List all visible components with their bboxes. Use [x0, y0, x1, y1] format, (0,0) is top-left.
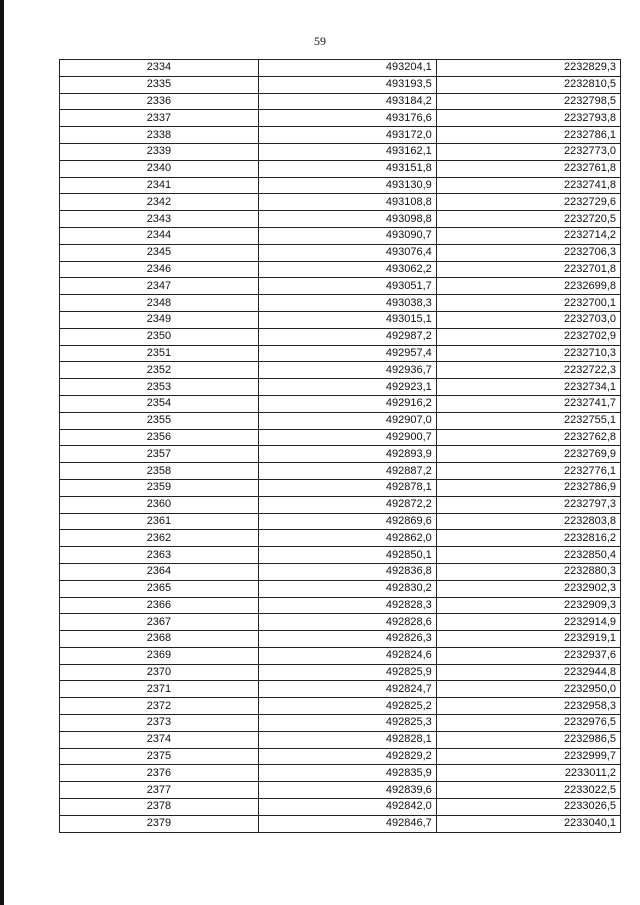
table-row [60, 76, 621, 93]
table-row [60, 362, 621, 379]
point-number-cell: 2363 [60, 547, 259, 564]
point-number-cell: 2351 [60, 345, 259, 362]
point-number-cell: 2340 [60, 160, 259, 177]
table-row [60, 379, 621, 396]
table-row [60, 412, 621, 429]
point-number-cell: 2334 [60, 60, 259, 77]
x-coordinate-cell: 493204,1 [258, 60, 436, 77]
table-row [60, 597, 621, 614]
table-row [60, 261, 621, 278]
x-coordinate-cell: 493172,0 [258, 127, 436, 144]
x-coordinate-cell: 492835,9 [258, 765, 436, 782]
y-coordinate-cell: 2232741,7 [436, 395, 620, 412]
point-number-cell: 2342 [60, 194, 259, 211]
x-coordinate-cell: 492916,2 [258, 395, 436, 412]
y-coordinate-cell: 2232773,0 [436, 143, 620, 160]
table-row [60, 614, 621, 631]
point-number-cell: 2336 [60, 93, 259, 110]
table-row [60, 93, 621, 110]
x-coordinate-cell: 493108,8 [258, 194, 436, 211]
y-coordinate-cell: 2233011,2 [436, 765, 620, 782]
y-coordinate-cell: 2232958,3 [436, 698, 620, 715]
x-coordinate-cell: 492936,7 [258, 362, 436, 379]
point-number-cell: 2361 [60, 513, 259, 530]
y-coordinate-cell: 2233022,5 [436, 782, 620, 799]
table-row [60, 295, 621, 312]
x-coordinate-cell: 493151,8 [258, 160, 436, 177]
y-coordinate-cell: 2232703,0 [436, 311, 620, 328]
x-coordinate-cell: 492824,7 [258, 681, 436, 698]
y-coordinate-cell: 2232700,1 [436, 295, 620, 312]
table-row [60, 143, 621, 160]
x-coordinate-cell: 492825,9 [258, 664, 436, 681]
y-coordinate-cell: 2232797,3 [436, 496, 620, 513]
table-row [60, 127, 621, 144]
y-coordinate-cell: 2232706,3 [436, 244, 620, 261]
point-number-cell: 2352 [60, 362, 259, 379]
y-coordinate-cell: 2232793,8 [436, 110, 620, 127]
y-coordinate-cell: 2232909,3 [436, 597, 620, 614]
point-number-cell: 2371 [60, 681, 259, 698]
x-coordinate-cell: 492825,2 [258, 698, 436, 715]
x-coordinate-cell: 492836,8 [258, 563, 436, 580]
table-row [60, 227, 621, 244]
table-row [60, 496, 621, 513]
y-coordinate-cell: 2232762,8 [436, 429, 620, 446]
coordinates-table [59, 59, 621, 833]
table-row [60, 278, 621, 295]
x-coordinate-cell: 492828,3 [258, 597, 436, 614]
point-number-cell: 2345 [60, 244, 259, 261]
table-row [60, 664, 621, 681]
x-coordinate-cell: 492828,1 [258, 731, 436, 748]
table-row [60, 731, 621, 748]
x-coordinate-cell: 493162,1 [258, 143, 436, 160]
table-row [60, 446, 621, 463]
x-coordinate-cell: 492957,4 [258, 345, 436, 362]
x-coordinate-cell: 492839,6 [258, 782, 436, 799]
x-coordinate-cell: 492878,1 [258, 479, 436, 496]
table-row [60, 681, 621, 698]
point-number-cell: 2338 [60, 127, 259, 144]
x-coordinate-cell: 492893,9 [258, 446, 436, 463]
table-row [60, 160, 621, 177]
x-coordinate-cell: 492907,0 [258, 412, 436, 429]
x-coordinate-cell: 493076,4 [258, 244, 436, 261]
y-coordinate-cell: 2232702,9 [436, 328, 620, 345]
point-number-cell: 2374 [60, 731, 259, 748]
point-number-cell: 2362 [60, 530, 259, 547]
table-row [60, 110, 621, 127]
point-number-cell: 2346 [60, 261, 259, 278]
point-number-cell: 2343 [60, 211, 259, 228]
point-number-cell: 2370 [60, 664, 259, 681]
y-coordinate-cell: 2232810,5 [436, 76, 620, 93]
table-row [60, 211, 621, 228]
table-row [60, 580, 621, 597]
x-coordinate-cell: 492830,2 [258, 580, 436, 597]
point-number-cell: 2369 [60, 647, 259, 664]
x-coordinate-cell: 493051,7 [258, 278, 436, 295]
table-row [60, 429, 621, 446]
y-coordinate-cell: 2232699,8 [436, 278, 620, 295]
y-coordinate-cell: 2232786,1 [436, 127, 620, 144]
x-coordinate-cell: 492900,7 [258, 429, 436, 446]
table-row [60, 479, 621, 496]
x-coordinate-cell: 492825,3 [258, 715, 436, 732]
x-coordinate-cell: 492869,6 [258, 513, 436, 530]
x-coordinate-cell: 492828,6 [258, 614, 436, 631]
point-number-cell: 2347 [60, 278, 259, 295]
y-coordinate-cell: 2232950,0 [436, 681, 620, 698]
y-coordinate-cell: 2232850,4 [436, 547, 620, 564]
x-coordinate-cell: 493015,1 [258, 311, 436, 328]
point-number-cell: 2379 [60, 815, 259, 832]
point-number-cell: 2356 [60, 429, 259, 446]
point-number-cell: 2348 [60, 295, 259, 312]
y-coordinate-cell: 2232999,7 [436, 748, 620, 765]
point-number-cell: 2349 [60, 311, 259, 328]
y-coordinate-cell: 2232722,3 [436, 362, 620, 379]
point-number-cell: 2360 [60, 496, 259, 513]
table-row [60, 311, 621, 328]
y-coordinate-cell: 2232919,1 [436, 631, 620, 648]
x-coordinate-cell: 493193,5 [258, 76, 436, 93]
point-number-cell: 2366 [60, 597, 259, 614]
x-coordinate-cell: 493090,7 [258, 227, 436, 244]
x-coordinate-cell: 492923,1 [258, 379, 436, 396]
table-row [60, 647, 621, 664]
table-row [60, 328, 621, 345]
x-coordinate-cell: 492887,2 [258, 463, 436, 480]
table-row [60, 563, 621, 580]
table-row [60, 547, 621, 564]
table-row [60, 395, 621, 412]
page-left-edge [0, 0, 4, 905]
table-row [60, 194, 621, 211]
x-coordinate-cell: 492846,7 [258, 815, 436, 832]
y-coordinate-cell: 2232714,2 [436, 227, 620, 244]
point-number-cell: 2378 [60, 799, 259, 816]
table-row [60, 698, 621, 715]
point-number-cell: 2376 [60, 765, 259, 782]
point-number-cell: 2339 [60, 143, 259, 160]
y-coordinate-cell: 2232816,2 [436, 530, 620, 547]
y-coordinate-cell: 2232786,9 [436, 479, 620, 496]
y-coordinate-cell: 2232769,9 [436, 446, 620, 463]
x-coordinate-cell: 493038,3 [258, 295, 436, 312]
x-coordinate-cell: 493130,9 [258, 177, 436, 194]
table-row [60, 782, 621, 799]
point-number-cell: 2365 [60, 580, 259, 597]
y-coordinate-cell: 2232944,8 [436, 664, 620, 681]
x-coordinate-cell: 492862,0 [258, 530, 436, 547]
page-number: 59 [314, 34, 326, 48]
point-number-cell: 2350 [60, 328, 259, 345]
x-coordinate-cell: 493098,8 [258, 211, 436, 228]
table-row [60, 631, 621, 648]
point-number-cell: 2358 [60, 463, 259, 480]
x-coordinate-cell: 492987,2 [258, 328, 436, 345]
point-number-cell: 2373 [60, 715, 259, 732]
y-coordinate-cell: 2232761,8 [436, 160, 620, 177]
table-row [60, 715, 621, 732]
table-row [60, 765, 621, 782]
point-number-cell: 2335 [60, 76, 259, 93]
y-coordinate-cell: 2233026,5 [436, 799, 620, 816]
x-coordinate-cell: 492872,2 [258, 496, 436, 513]
point-number-cell: 2375 [60, 748, 259, 765]
y-coordinate-cell: 2232976,5 [436, 715, 620, 732]
point-number-cell: 2377 [60, 782, 259, 799]
table-row [60, 244, 621, 261]
y-coordinate-cell: 2232701,8 [436, 261, 620, 278]
table-row [60, 799, 621, 816]
x-coordinate-cell: 493184,2 [258, 93, 436, 110]
y-coordinate-cell: 2232720,5 [436, 211, 620, 228]
point-number-cell: 2337 [60, 110, 259, 127]
x-coordinate-cell: 492826,3 [258, 631, 436, 648]
y-coordinate-cell: 2232803,8 [436, 513, 620, 530]
point-number-cell: 2367 [60, 614, 259, 631]
y-coordinate-cell: 2232729,6 [436, 194, 620, 211]
y-coordinate-cell: 2232880,3 [436, 563, 620, 580]
y-coordinate-cell: 2232755,1 [436, 412, 620, 429]
x-coordinate-cell: 492829,2 [258, 748, 436, 765]
y-coordinate-cell: 2233040,1 [436, 815, 620, 832]
y-coordinate-cell: 2232829,3 [436, 60, 620, 77]
table-row [60, 530, 621, 547]
x-coordinate-cell: 493062,2 [258, 261, 436, 278]
y-coordinate-cell: 2232914,9 [436, 614, 620, 631]
x-coordinate-cell: 492824,6 [258, 647, 436, 664]
x-coordinate-cell: 492842,0 [258, 799, 436, 816]
coordinates-table-body [60, 60, 621, 833]
point-number-cell: 2359 [60, 479, 259, 496]
table-row [60, 513, 621, 530]
y-coordinate-cell: 2232798,5 [436, 93, 620, 110]
x-coordinate-cell: 493176,6 [258, 110, 436, 127]
point-number-cell: 2357 [60, 446, 259, 463]
table-row [60, 345, 621, 362]
point-number-cell: 2372 [60, 698, 259, 715]
x-coordinate-cell: 492850,1 [258, 547, 436, 564]
table-row [60, 177, 621, 194]
table-row [60, 815, 621, 832]
y-coordinate-cell: 2232902,3 [436, 580, 620, 597]
y-coordinate-cell: 2232986,5 [436, 731, 620, 748]
y-coordinate-cell: 2232937,6 [436, 647, 620, 664]
point-number-cell: 2341 [60, 177, 259, 194]
point-number-cell: 2353 [60, 379, 259, 396]
point-number-cell: 2344 [60, 227, 259, 244]
point-number-cell: 2364 [60, 563, 259, 580]
point-number-cell: 2354 [60, 395, 259, 412]
table-row [60, 60, 621, 77]
point-number-cell: 2368 [60, 631, 259, 648]
point-number-cell: 2355 [60, 412, 259, 429]
table-row [60, 748, 621, 765]
y-coordinate-cell: 2232710,3 [436, 345, 620, 362]
y-coordinate-cell: 2232741,8 [436, 177, 620, 194]
y-coordinate-cell: 2232734,1 [436, 379, 620, 396]
y-coordinate-cell: 2232776,1 [436, 463, 620, 480]
table-row [60, 463, 621, 480]
